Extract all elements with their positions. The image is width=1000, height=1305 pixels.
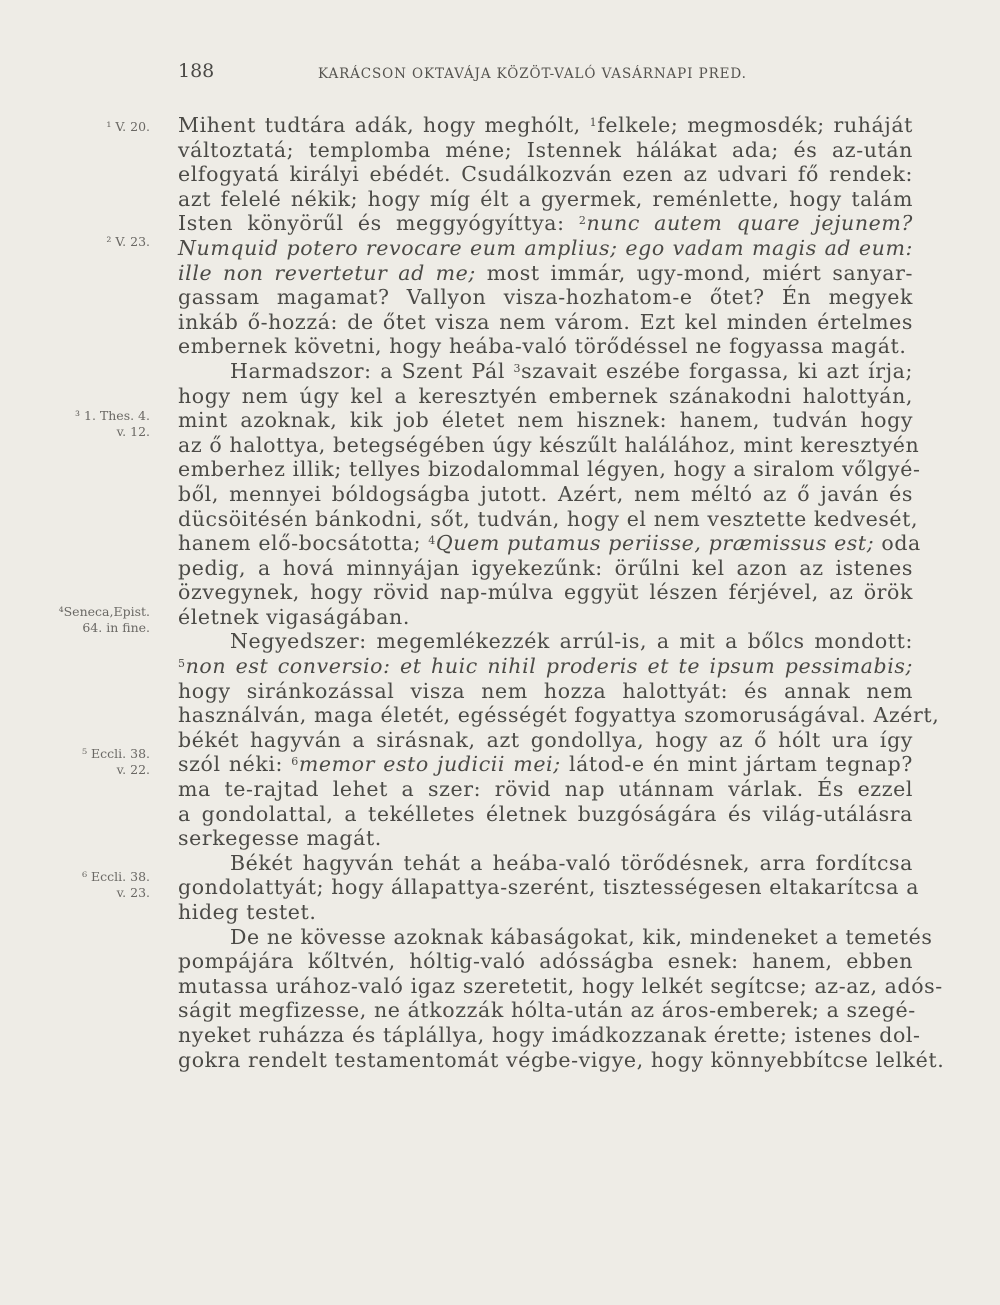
margin-note-line: v. 12.: [116, 424, 150, 439]
margin-note-line: ² V. 23.: [106, 234, 150, 249]
text-run: emberhez illik; tellyes bizodalommal légyen, hogy a siralom vőlgyé-: [178, 457, 921, 482]
text-line: [178, 826, 913, 851]
text-run: mutassa urához-való igaz szeretetit, hogy lelkét segítcse; az-az, adós-: [178, 973, 943, 998]
footnote-marker: 2: [578, 214, 587, 228]
text-line: [178, 506, 919, 532]
text-run: pompájára kőltvén, hóltig-való adósságba esnek: hanem, ebben: [178, 949, 913, 974]
text-line: [178, 261, 913, 286]
margin-note-5: [58, 746, 150, 778]
text-line: [178, 236, 913, 261]
text-line: [178, 605, 913, 630]
text-line: [178, 334, 913, 359]
text-line: [178, 285, 913, 310]
footnote-marker: 6: [291, 755, 299, 769]
text-run: mint azoknak, kik job életet nem hisznek: hanem, tudván hogy: [178, 408, 913, 433]
text-run: dücsöitésén bánkodni, sőt, tudván, hogy el nem vesztette kedvesét,: [178, 506, 919, 531]
text-line: [178, 384, 913, 409]
text-line: [178, 802, 913, 827]
margin-note-line: v. 22.: [116, 762, 150, 777]
text-line: [178, 973, 943, 999]
text-run: változtatá; templomba méne; Istennek hálákat ada; és az-után: [178, 137, 913, 162]
text-run: inkáb ő-hozzá: de őtet visza nem várom. Ezt kel minden értelmes: [178, 309, 913, 334]
margin-note-3: [58, 408, 150, 440]
text-run: oda: [874, 531, 921, 556]
latin-quotation: Numquid potero revocare eum amplius; ego vadam magis ad eum:: [178, 235, 913, 260]
text-line: [178, 900, 913, 925]
text-run: Harmadszor: a Szent Pál: [230, 358, 514, 383]
text-line: [178, 580, 913, 605]
text-line: [178, 211, 913, 236]
text-run: ma te-rajtad lehet a szer: rövid nap utánnam várlak. És ezzel: [178, 777, 913, 802]
text-run: pedig, a hová minnyájan igyekezűnk: örűlni kel azon az istenes: [178, 555, 913, 580]
running-title: KARÁCSON OKTAVÁJA KÖZÖT-VALÓ VASÁRNAPI PRED.: [318, 66, 747, 82]
text-line: [178, 531, 921, 556]
text-line: [178, 457, 921, 482]
text-run: látod-e én mint jártam tegnap?: [560, 752, 913, 777]
text-line: [178, 752, 913, 777]
text-run: nyeket ruházza és táplállya, hogy imádkozzanak érette; istenes dol-: [178, 1022, 921, 1047]
text-run: életnek vigaságában.: [178, 604, 410, 629]
text-run: hogy siránkozással visza nem hozza halottyát: és annak nem: [178, 678, 913, 703]
margin-note-line: ¹ V. 20.: [106, 119, 150, 134]
latin-quotation: memor esto judicii mei;: [298, 752, 561, 777]
latin-quotation: nunc autem quare jejunem?: [586, 211, 913, 236]
text-run: gondolattyát; hogy állapattya-szerént, tisztességesen eltakarítcsa a: [178, 875, 920, 900]
margin-note-line: v. 23.: [116, 885, 150, 900]
text-run: felkele; megmosdék; ruháját: [597, 113, 913, 137]
text-run: Békét hagyván tehát a heába-való törődésnek, arra fordítcsa: [230, 850, 913, 875]
text-run: gassam magamat? Vallyon visza-hozhatom-e őtet? Én megyek: [178, 285, 913, 310]
text-line: [178, 1022, 921, 1048]
text-run: elfogyatá királyi ebédét. Csudálkozván ezen az udvari fő rendek:: [178, 162, 913, 187]
text-run: ságit megfizesse, ne átkozzák hólta-után az áros-emberek; a szegé-: [178, 998, 916, 1023]
text-line: [178, 310, 913, 335]
text-line: [178, 162, 913, 187]
text-line: [178, 187, 913, 212]
footnote-marker: 1: [589, 116, 598, 129]
text-run: most immár, ugy-mond, miért sanyar-: [475, 260, 913, 285]
margin-note-line: 64. in fine.: [82, 620, 150, 635]
text-run: Isten könyörűl és meggyógyíttya:: [178, 211, 579, 236]
margin-note-1: [58, 119, 150, 135]
text-run: serkegesse magát.: [178, 826, 382, 851]
text-line: [178, 629, 913, 654]
margin-note-6: [58, 869, 150, 901]
text-line: [178, 432, 920, 458]
margin-note-2: [58, 234, 150, 250]
latin-quotation: ille non revertetur ad me;: [178, 260, 476, 285]
text-line: [178, 408, 913, 433]
text-line: [178, 113, 913, 138]
text-run: szavait eszébe forgassa, ki azt írja;: [521, 358, 913, 383]
text-line: [178, 924, 933, 950]
margin-note-line: ⁵ Eccli. 38.: [82, 746, 150, 761]
margin-note-line: ³ 1. Thes. 4.: [75, 408, 150, 423]
text-run: hanem elő-bocsátotta;: [178, 531, 429, 556]
text-line: [178, 359, 913, 384]
page-number: 188: [178, 60, 215, 82]
text-line: [178, 556, 913, 581]
text-line: [178, 703, 940, 728]
text-run: hogy nem úgy kel a keresztyén embernek szánakodni halottyán,: [178, 383, 913, 408]
text-line: [178, 1047, 945, 1073]
latin-quotation: non est conversio: et huic nihil proderis et te ipsum pessimabis;: [185, 654, 913, 679]
text-run: használván, maga életét, egésségét fogyattya szomoruságával. Azért,: [178, 703, 940, 728]
footnote-marker: 4: [428, 534, 436, 548]
body-text: [178, 113, 945, 1072]
text-line: [178, 728, 913, 753]
text-line: [178, 482, 913, 507]
text-run: Mihent tudtára adák, hogy meghólt,: [178, 113, 590, 137]
text-line: [178, 138, 913, 163]
text-line: [178, 875, 920, 900]
text-line: [178, 949, 913, 974]
text-line: [178, 998, 916, 1023]
margin-note-line: ⁶ Eccli. 38.: [82, 869, 150, 884]
margin-note-line: ⁴Seneca,Epist.: [58, 604, 150, 619]
margin-note-4: [58, 604, 150, 636]
text-run: hideg testet.: [178, 900, 317, 924]
text-run: az ő halottya, betegségében úgy készűlt halálához, mint keresztyén: [178, 432, 920, 457]
text-run: embernek követni, hogy heába-való törődéssel ne fogyassa magát.: [178, 334, 907, 359]
text-run: ből, mennyei bóldogságba jutott. Azért, nem méltó az ő javán és: [178, 481, 913, 506]
text-run: gokra rendelt testamentomát végbe-vigye, hogy könnyebbítcse lelkét.: [178, 1047, 945, 1072]
page-header: [0, 60, 1000, 90]
text-run: De ne kövesse azoknak kábaságokat, kik, mindeneket a temetés: [230, 924, 933, 949]
footnote-marker: 3: [513, 361, 522, 375]
text-line: [178, 654, 913, 679]
footnote-marker: 5: [178, 657, 186, 671]
text-run: Negyedszer: megemlékezzék arrúl-is, a mit a bőlcs mondott:: [230, 629, 913, 654]
text-line: [178, 851, 913, 876]
text-run: szól néki:: [178, 752, 292, 777]
latin-quotation: Quem putamus periisse, præmissus est;: [435, 531, 875, 556]
text-run: békét hagyván a sirásnak, azt gondollya, hogy az ő hólt ura így: [178, 727, 913, 752]
text-line: [178, 777, 913, 802]
text-run: azt felelé nékik; hogy míg élt a gyermek, reménlette, hogy talám: [178, 186, 913, 211]
text-run: özvegynek, hogy rövid nap-múlva eggyüt lészen férjével, az örök: [178, 580, 913, 605]
text-run: a gondolattal, a tekélletes életnek buzgóságára és világ-utálásra: [178, 801, 913, 826]
text-line: [178, 679, 913, 704]
